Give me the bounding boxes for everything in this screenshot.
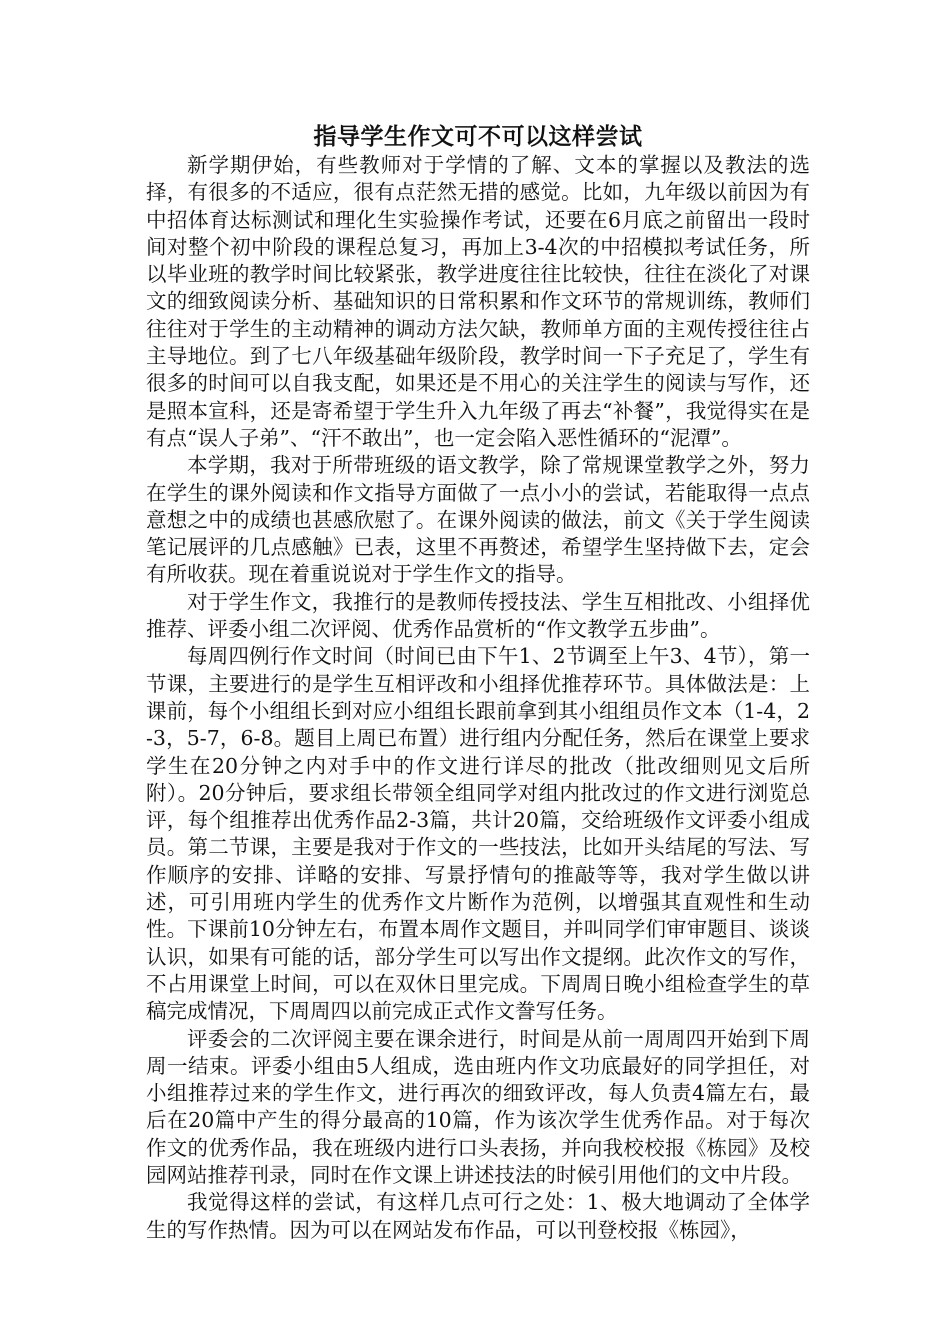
paragraph-weekly-process: 每周四例行作文时间（时间已由下午1、2节调至上午3、4节），第一节课，主要进行的是学生互相评改和小组择优推荐环节。具体做法是：上课前，每个小组组长到对应小组组长跟前拿到其小组组员作文本（1-4，2-3，5-7，6-8。题目上周已布置）进行组内分配任务，然后在课堂上要求学生在20分钟之内对手中的作文进行详尽的批改（批改细则见文后所附）。20分钟后，要求组长带领全组同学对组内批改过的作文进行浏览总评，每个组推荐出优秀作品2-3篇，共计20篇，交给班级作文评委小组成员。第二节课，主要是我对于作文的一些技法，比如开头结尾的写法、写作顺序的安排、详略的安排、写景抒情句的推敲等等，我对学生做以讲述，可引用班内学生的优秀作文片断作为范例，以增强其直观性和生动性。下课前10分钟左右，布置本周作文题目，并叫同学们审审题目、谈谈认识，如果有可能的话，部分学生可以写出作文提纲。此次作文的写作，不占用课堂上时间，可以在双休日里完成。下周周日晚小组检查学生的草稿完成情况，下周周四以前完成正式作文誊写任务。 xyxy=(146,644,810,1024)
document-title: 指导学生作文可不可以这样尝试 xyxy=(313,124,643,150)
paragraph-intro: 新学期伊始，有些教师对于学情的了解、文本的掌握以及教法的选择，有很多的不适应，很有点茫然无措的感觉。比如，九年级以前因为有中招体育达标测试和理化生实验操作考试，还要在6月底之前留出一段时间对整个初中阶段的课程总复习，再加上3-4次的中招模拟考试任务，所以毕业班的教学时间比较紧张，教学进度往往比较快，往往在淡化了对课文的细致阅读分析、基础知识的日常积累和作文环节的常规训练，教师们往往对于学生的主动精神的调动方法欠缺，教师单方面的主观传授往往占主导地位。到了七八年级基础年级阶段，教学时间一下子充足了，学生有很多的时间可以自我支配，如果还是不用心的关注学生的阅读与写作，还是照本宣科，还是寄希望于学生升入九年级了再去“补餐”，我觉得实在是有点“误人子弟”、“汗不敢出”，也一定会陷入恶性循环的“泥潭”。 xyxy=(146,153,810,450)
paragraph-benefits: 我觉得这样的尝试，有这样几点可行之处：1、极大地调动了全体学生的写作热情。因为可以在网站发布作品，可以刊登校报《栋园》， xyxy=(146,1190,810,1242)
paragraph-five-steps: 对于学生作文，我推行的是教师传授技法、学生互相批改、小组择优推荐、评委小组二次评阅、优秀作品赏析的“作文教学五步曲”。 xyxy=(146,589,810,642)
paragraph-committee-review: 评委会的二次评阅主要在课余进行，时间是从前一周周四开始到下周周一结束。评委小组由5人组成，选由班内作文功底最好的同学担任，对小组推荐过来的学生作文，进行再次的细致评改，每人负责4篇左右，最后在20篇中产生的得分最高的10篇，作为该次学生优秀作品。对于每次作文的优秀作品，我在班级内进行口头表扬，并向我校校报《栋园》及校园网站推荐刊录，同时在作文课上讲述技法的时候引用他们的文中片段。 xyxy=(146,1026,810,1187)
paragraph-semester: 本学期，我对于所带班级的语文教学，除了常规课堂教学之外，努力在学生的课外阅读和作文指导方面做了一点小小的尝试，若能取得一点点意想之中的成绩也甚感欣慰了。在课外阅读的做法，前文《关于学生阅读笔记展评的几点感触》已表，这里不再赘述，希望学生坚持做下去，定会有所收获。现在着重说说对于学生作文的指导。 xyxy=(146,453,810,587)
document-body xyxy=(146,122,810,1244)
